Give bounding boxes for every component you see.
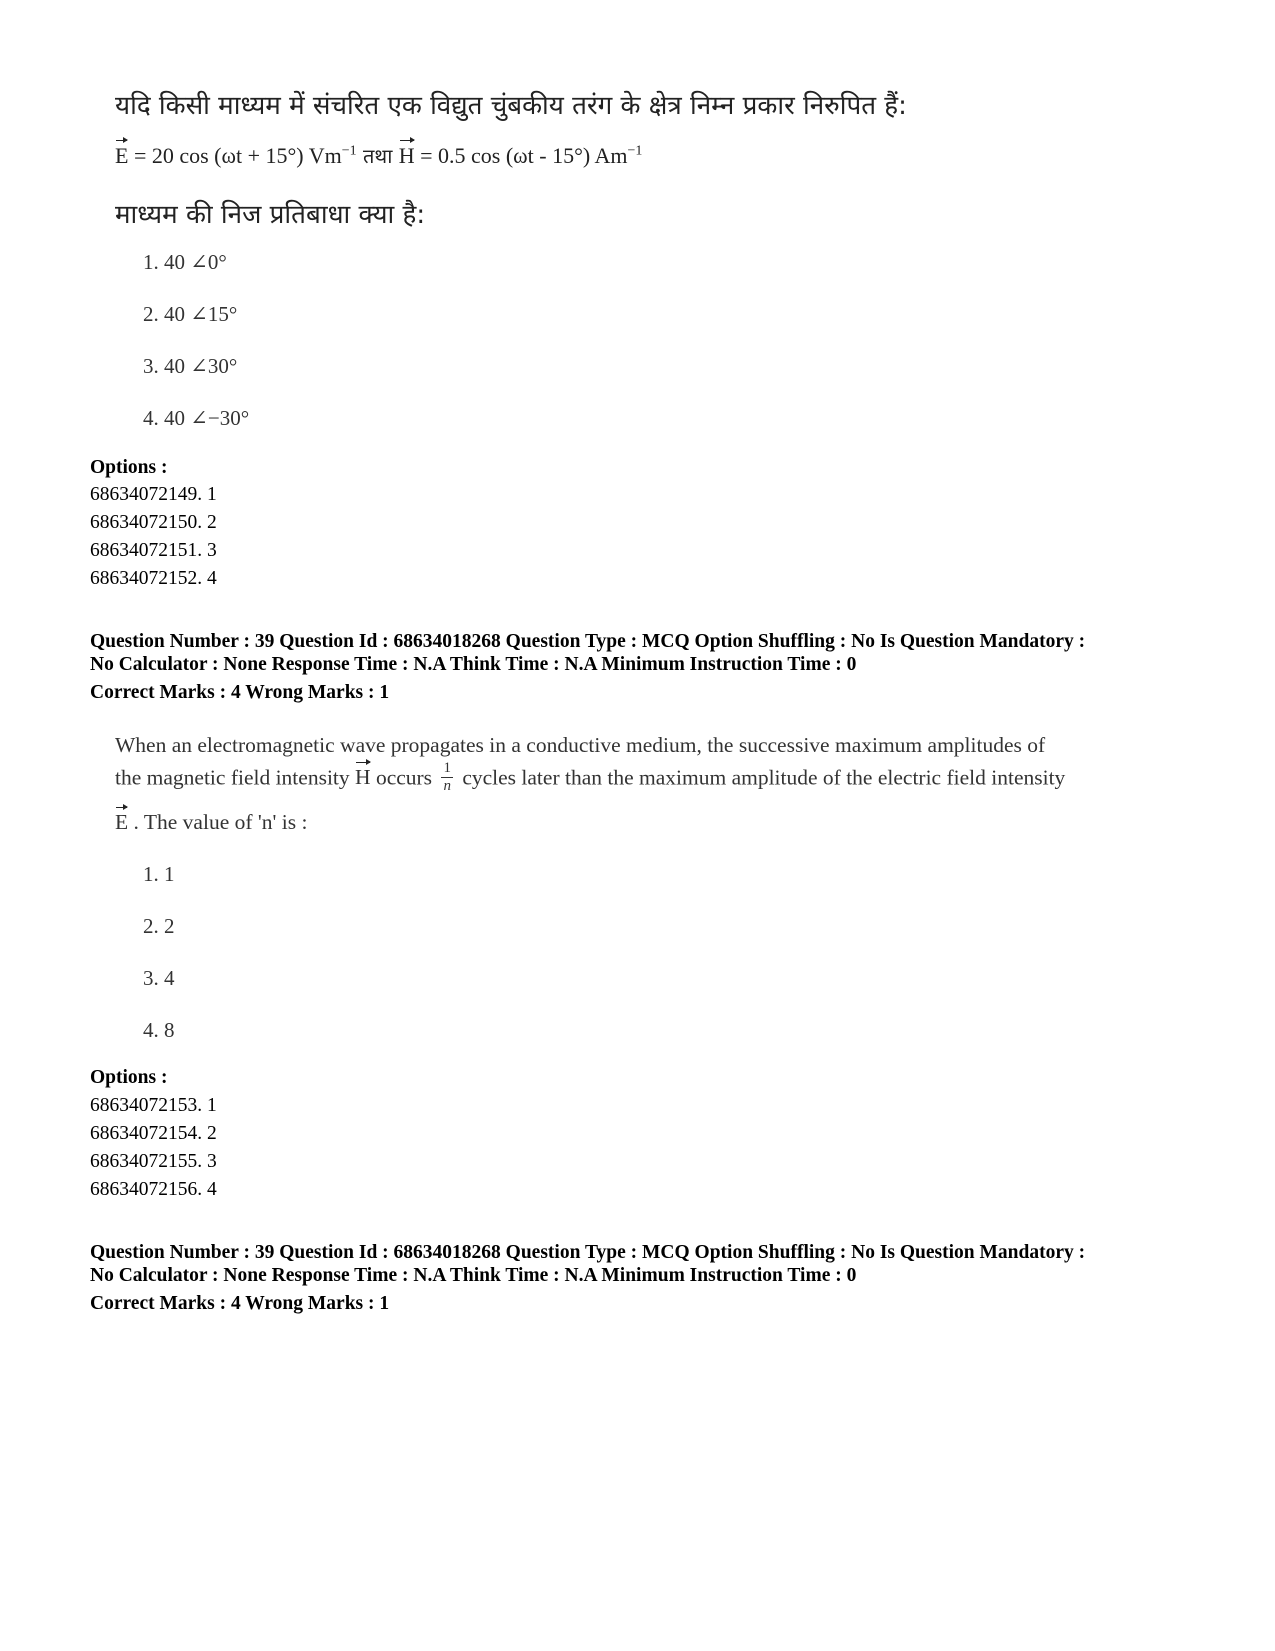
options-heading: Options : [90, 1067, 168, 1088]
question-meta-line: No Calculator : None Response Time : N.A Think Time : N.A Minimum Instruction Time : 0 [90, 1265, 857, 1286]
fraction-denominator: n [443, 778, 451, 794]
question-meta-line: Question Number : 39 Question Id : 68634018268 Question Type : MCQ Option Shuffling : No Is Question Mandatory : [90, 631, 1086, 652]
fraction-numerator: 1 [443, 760, 451, 776]
options-heading: Options : [90, 457, 168, 478]
option-id-item: 68634072155. 3 [90, 1151, 217, 1172]
text-span: . The value of 'n' is : [128, 810, 308, 834]
question-meta-line: No Calculator : None Response Time : N.A Think Time : N.A Minimum Instruction Time : 0 [90, 654, 857, 675]
question-2-text-line [115, 762, 1065, 797]
question-1-hindi-text: यदि किसी माध्यम में संचरित एक विद्युत चुंबकीय तरंग के क्षेत्र निम्न प्रकार निरुपित हैं: [115, 91, 907, 121]
question-1-choice [143, 302, 237, 327]
question-1-prompt: माध्यम की निज प्रतिबाधा क्या है: [115, 200, 426, 230]
question-2-choice [143, 1018, 175, 1043]
text-span: cycles later than the maximum amplitude of the electric field intensity [456, 765, 1066, 790]
text-span: occurs [370, 765, 438, 790]
choice-number: 3. [143, 354, 159, 378]
option-id-item: 68634072150. 2 [90, 512, 217, 533]
choice-value: 1 [164, 862, 175, 886]
choice-value: 4 [164, 966, 175, 990]
choice-value: 8 [164, 1018, 175, 1042]
option-id-item: 68634072151. 3 [90, 540, 217, 561]
option-id-item: 68634072149. 1 [90, 484, 217, 505]
choice-number: 4. [143, 406, 159, 430]
question-1-choice [143, 250, 227, 275]
option-id-item: 68634072153. 1 [90, 1095, 217, 1116]
marks-line: Correct Marks : 4 Wrong Marks : 1 [90, 682, 390, 703]
choice-number: 4. [143, 1018, 159, 1042]
choice-value: 40 ∠0° [164, 250, 227, 274]
choice-value: 2 [164, 914, 175, 938]
option-id-item: 68634072154. 2 [90, 1123, 217, 1144]
option-id-item: 68634072152. 4 [90, 568, 217, 589]
e-field-expression: = 20 cos (ωt + 15°) Vm [128, 143, 342, 168]
h-vector-symbol: H [355, 765, 371, 790]
h-vector-symbol: H [398, 143, 415, 168]
question-1-equation [115, 142, 642, 169]
choice-number: 3. [143, 966, 159, 990]
question-meta-line: Question Number : 39 Question Id : 68634018268 Question Type : MCQ Option Shuffling : No Is Question Mandatory : [90, 1242, 1086, 1263]
choice-number: 1. [143, 862, 159, 886]
h-field-expression: = 0.5 cos (ωt - 15°) Am [414, 143, 628, 168]
question-2-choice [143, 914, 175, 939]
question-2-text-line [115, 810, 307, 835]
conjunction-text: तथा [356, 144, 399, 168]
choice-value: 40 ∠−30° [164, 406, 250, 430]
option-id-item: 68634072156. 4 [90, 1179, 217, 1200]
question-1-choice [143, 354, 237, 379]
choice-value: 40 ∠15° [164, 302, 238, 326]
question-2-choice [143, 966, 175, 991]
e-field-exponent: −1 [341, 143, 357, 159]
question-1-choice [143, 406, 249, 431]
choice-number: 1. [143, 250, 159, 274]
text-span: the magnetic field intensity [115, 765, 356, 790]
e-vector-symbol: E [115, 143, 129, 168]
choice-number: 2. [143, 302, 159, 326]
h-field-exponent: −1 [627, 143, 643, 159]
question-2-text-line: When an electromagnetic wave propagates in a conductive medium, the successive maximum amplitudes of [115, 733, 1046, 757]
marks-line: Correct Marks : 4 Wrong Marks : 1 [90, 1293, 390, 1314]
question-2-choice [143, 862, 175, 887]
choice-value: 40 ∠30° [164, 354, 238, 378]
e-vector-symbol: E [115, 810, 129, 834]
fraction-one-over-n [441, 760, 453, 795]
choice-number: 2. [143, 914, 159, 938]
